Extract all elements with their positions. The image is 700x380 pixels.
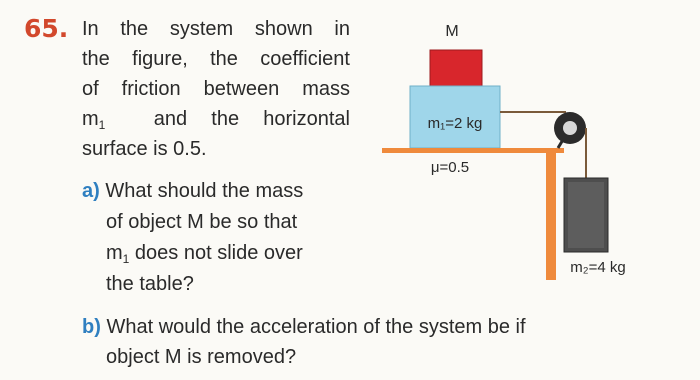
- part-a-line-1: a) What should the mass: [82, 180, 304, 202]
- stem-line-1: In the system shown in: [82, 18, 350, 40]
- label-mu: μ=0.5: [430, 159, 470, 176]
- part-a-line-4: the table?: [106, 273, 194, 295]
- stem-line-5: surface is 0.5.: [82, 138, 207, 160]
- table-top: [382, 148, 564, 153]
- problem-statement: [82, 14, 350, 164]
- table-leg: [546, 148, 556, 280]
- label-m2: m₂=4 kg: [570, 259, 626, 276]
- part-a-label: a): [82, 180, 100, 202]
- label-m1: m₁=2 kg: [427, 115, 483, 132]
- part-b-label: b): [82, 316, 101, 338]
- label-M: M: [445, 23, 459, 40]
- pulley-system-figure: [370, 10, 670, 300]
- stem-line-2: the figure, the coefficient: [82, 48, 350, 70]
- question-part-a: [82, 176, 352, 300]
- stem-line-3: of friction between mass: [82, 78, 350, 100]
- m1-symbol: $m_1$: [106, 242, 130, 266]
- pulley-hub: [563, 121, 577, 135]
- problem-number: 65.: [24, 14, 69, 43]
- block-M: [430, 50, 482, 86]
- part-b-line-2: object M is removed?: [106, 346, 297, 368]
- stem-line-4: $m_1$ and the horizontal: [82, 108, 350, 132]
- part-a-line-2: of object M be so that: [106, 211, 298, 233]
- question-part-b: [82, 312, 662, 372]
- part-a-line-3: $m_1$ does not slide over: [106, 242, 303, 266]
- part-b-line-1: b) What would the acceleration of the system be if: [82, 316, 526, 338]
- m1-symbol: $m_1$: [82, 108, 106, 132]
